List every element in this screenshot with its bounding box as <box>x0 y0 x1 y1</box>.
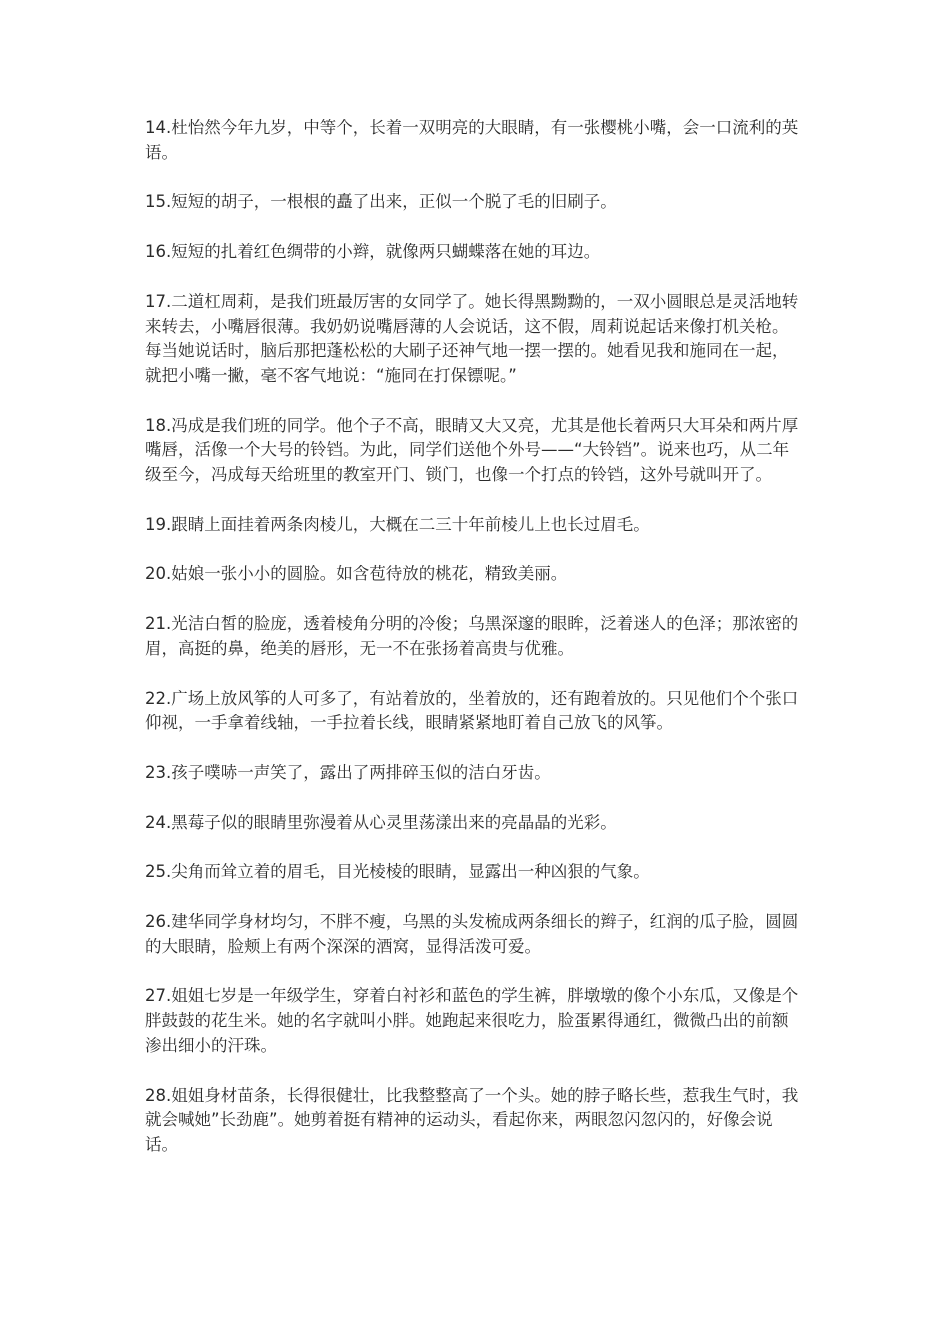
paragraph-21: 21.光洁白皙的脸庞，透着棱角分明的冷俊；乌黑深邃的眼眸，泛着迷人的色泽；那浓密的眉，高挺的鼻，绝美的唇形，无一不在张扬着高贵与优雅。 <box>145 614 799 658</box>
paragraph-17: 17.二道杠周莉，是我们班最厉害的女同学了。她长得黑黝黝的，一双小圆眼总是灵活地转来转去，小嘴唇很薄。我奶奶说嘴唇薄的人会说话，这不假，周莉说起话来像打机关枪。每当她说话时，脑后那把蓬松松的大刷子还神气地一摆一摆的。她看见我和施同在一起，就把小嘴一撇，毫不客气地说：“施同在打保镖呢。” <box>145 291 799 385</box>
document-body <box>145 116 801 1183</box>
paragraph-26: 26.建华同学身材均匀，不胖不瘦，乌黑的头发梳成两条细长的辫子，红润的瓜子脸，圆圆的大眼睛，脸颊上有两个深深的酒窝，显得活泼可爱。 <box>145 912 799 956</box>
paragraph-16: 16.短短的扎着红色绸带的小辫，就像两只蝴蝶落在她的耳边。 <box>145 242 601 262</box>
paragraph-20: 20.姑娘一张小小的圆脸。如含苞待放的桃花，精致美丽。 <box>145 564 568 584</box>
paragraph-22: 22.广场上放风筝的人可多了，有站着放的，坐着放的，还有跑着放的。只见他们个个张口仰视，一手拿着线轴，一手拉着长线，眼睛紧紧地盯着自己放飞的风筝。 <box>145 688 799 733</box>
paragraph-14: 14.杜怡然今年九岁，中等个，长着一双明亮的大眼睛，有一张樱桃小嘴，会一口流利的英语。 <box>145 118 799 162</box>
paragraph-15: 15.短短的胡子，一根根的矗了出来，正似一个脱了毛的旧刷子。 <box>145 192 617 212</box>
paragraph-25: 25.尖角而耸立着的眉毛，目光棱棱的眼睛，显露出一种凶狠的气象。 <box>145 862 650 882</box>
paragraph-19: 19.跟睛上面挂着两条肉棱儿，大概在二三十年前棱儿上也长过眉毛。 <box>145 514 650 534</box>
paragraph-23: 23.孩子噗哧一声笑了，露出了两排碎玉似的洁白牙齿。 <box>145 762 551 782</box>
paragraph-27: 27.姐姐七岁是一年级学生，穿着白衬衫和蓝色的学生裤，胖墩墩的像个小东瓜，又像是个胖鼓鼓的花生米。她的名字就叫小胖。她跑起来很吃力，脸蛋累得通红，微微凸出的前额渗出细小的汗珠。 <box>145 986 799 1055</box>
paragraph-28: 28.姐姐身材苗条，长得很健壮，比我整整高了一个头。她的脖子略长些，惹我生气时，我就会喊她”长劲鹿”。她剪着挺有精神的运动头，看起你来，两眼忽闪忽闪的，好像会说话。 <box>145 1085 799 1154</box>
paragraph-24: 24.黑莓子似的眼睛里弥漫着从心灵里荡漾出来的亮晶晶的光彩。 <box>145 812 617 832</box>
paragraph-18: 18.冯成是我们班的同学。他个子不高，眼睛又大又亮，尤其是他长着两只大耳朵和两片厚嘴唇，活像一个大号的铃铛。为此，同学们送他个外号——“大铃铛”。说来也巧，从二年级至今，冯成每天给班里的教室开门、锁门，也像一个打点的铃铛，这外号就叫开了。 <box>145 415 799 485</box>
